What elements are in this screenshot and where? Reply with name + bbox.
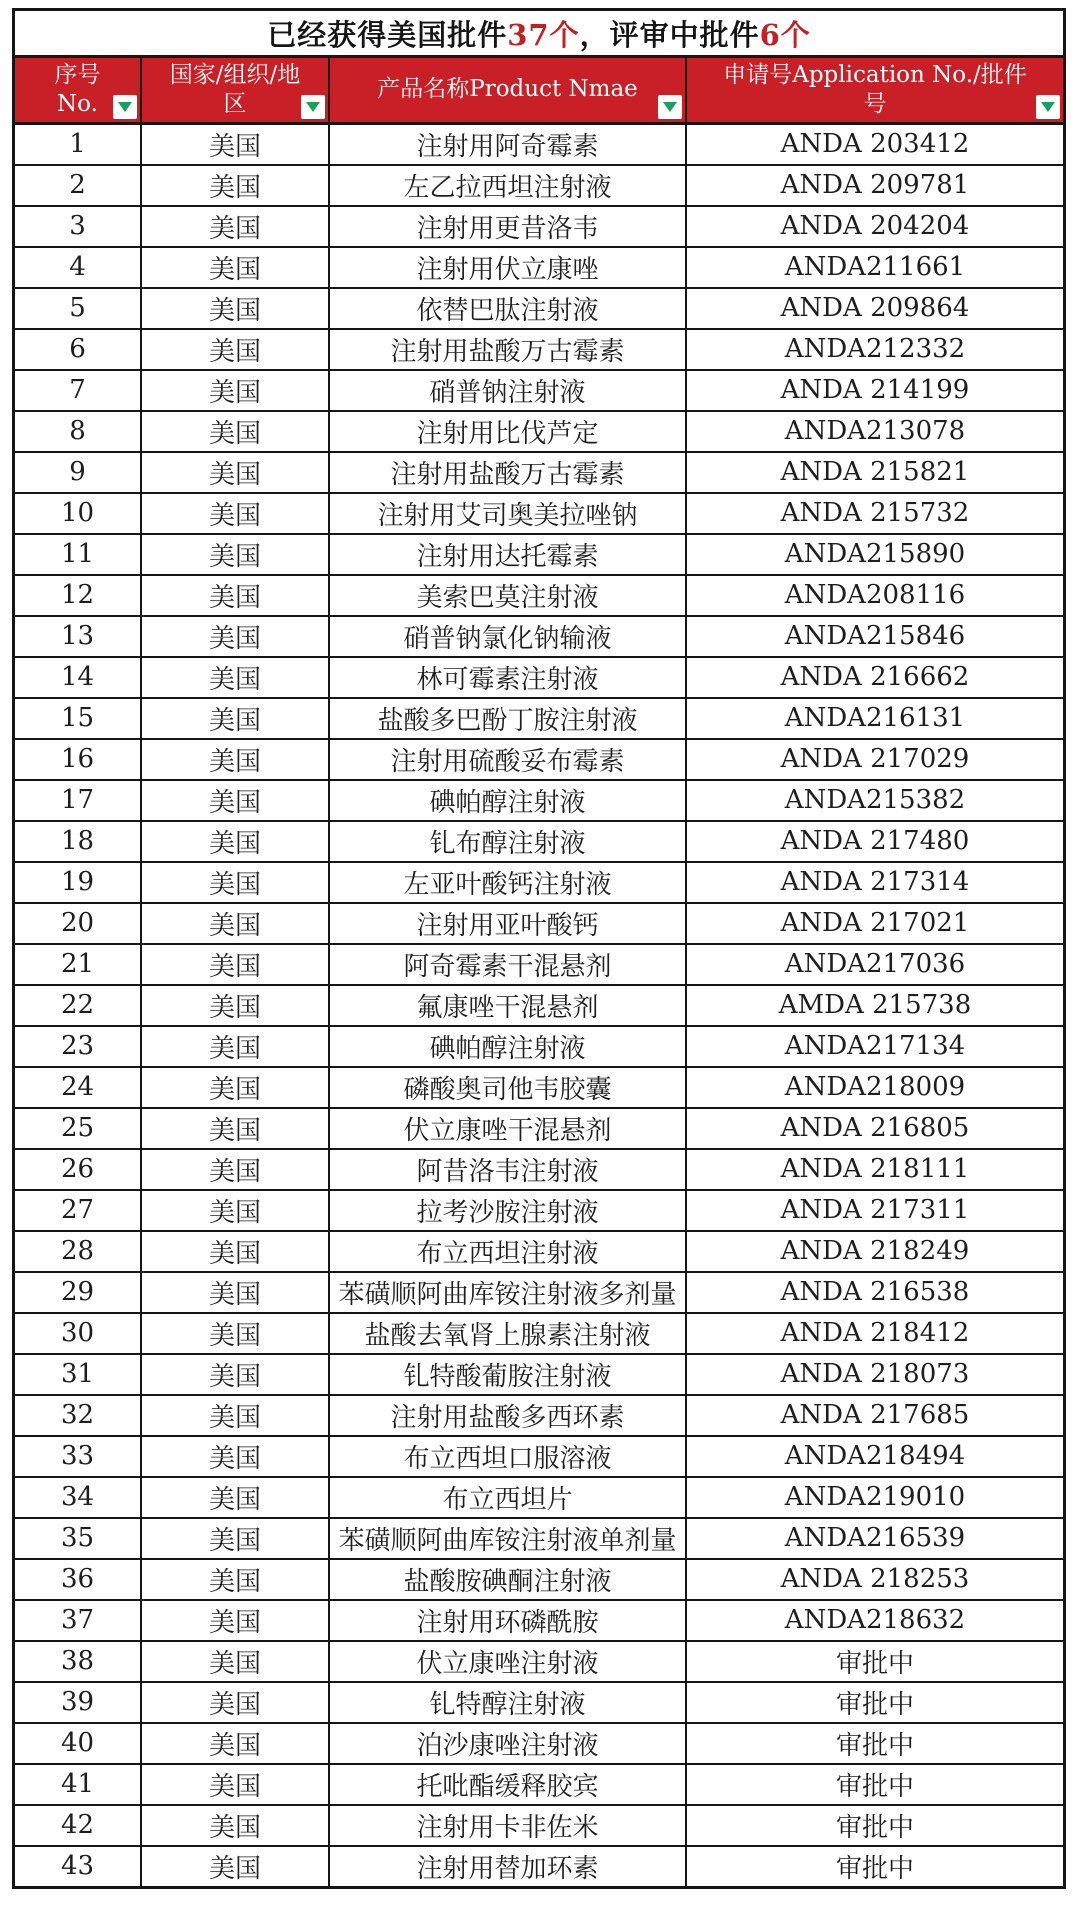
- table-row: [15, 1683, 1063, 1724]
- cell-no[interactable]: 19: [15, 863, 142, 902]
- cell-country[interactable]: 美国: [142, 453, 330, 492]
- cell-country[interactable]: 美国: [142, 1437, 330, 1476]
- cell-application[interactable]: ANDA 215732: [780, 498, 970, 528]
- cell-country[interactable]: 美国: [142, 1478, 330, 1517]
- cell-application[interactable]: ANDA 217480: [780, 826, 970, 856]
- cell-no[interactable]: 32: [15, 1396, 142, 1435]
- table-row: [15, 166, 1063, 207]
- cell-application[interactable]: AMDA 215738: [778, 990, 972, 1020]
- cell-country[interactable]: 美国: [142, 740, 330, 779]
- cell-product[interactable]: 托吡酯缓释胶宾: [330, 1765, 687, 1804]
- header-col-product: [330, 58, 687, 122]
- cell-application[interactable]: ANDA218494: [784, 1441, 966, 1471]
- cell-country[interactable]: 美国: [142, 658, 330, 697]
- cell-no[interactable]: 27: [15, 1191, 142, 1230]
- table-row: [15, 617, 1063, 658]
- table-row: [15, 1273, 1063, 1314]
- cell-product[interactable]: 注射用盐酸多西环素: [330, 1396, 687, 1435]
- filter-arrow-icon: [118, 102, 132, 112]
- table-row: [15, 863, 1063, 904]
- table-row: [15, 453, 1063, 494]
- table-row: [15, 330, 1063, 371]
- header-col-country: [142, 58, 330, 122]
- cell-country[interactable]: 美国: [142, 1314, 330, 1353]
- cell-country[interactable]: 美国: [142, 494, 330, 533]
- cell-product[interactable]: 左亚叶酸钙注射液: [330, 863, 687, 902]
- cell-country[interactable]: 美国: [142, 1150, 330, 1189]
- cell-no[interactable]: 38: [15, 1642, 142, 1681]
- table-row: [15, 1724, 1063, 1765]
- cell-country[interactable]: 美国: [142, 1355, 330, 1394]
- cell-application[interactable]: 审批中: [835, 1648, 914, 1679]
- cell-no[interactable]: 36: [15, 1560, 142, 1599]
- cell-product[interactable]: 阿昔洛韦注射液: [330, 1150, 687, 1189]
- cell-product[interactable]: 硝普钠注射液: [330, 371, 687, 410]
- cell-product[interactable]: 钆布醇注射液: [330, 822, 687, 861]
- cell-product[interactable]: 钆特酸葡胺注射液: [330, 1355, 687, 1394]
- cell-no[interactable]: 8: [15, 412, 142, 451]
- table-row: [15, 1806, 1063, 1847]
- cell-no[interactable]: 28: [15, 1232, 142, 1271]
- cell-no[interactable]: 7: [15, 371, 142, 410]
- table-row: [15, 207, 1063, 248]
- cell-no[interactable]: 14: [15, 658, 142, 697]
- table-row: [15, 1519, 1063, 1560]
- approval-table: [12, 8, 1066, 1889]
- table-row: [15, 1150, 1063, 1191]
- cell-country[interactable]: 美国: [142, 1642, 330, 1681]
- title-prefix: 已经获得美国批件: [267, 17, 508, 52]
- cell-application[interactable]: ANDA217134: [784, 1031, 966, 1061]
- cell-country[interactable]: 美国: [142, 986, 330, 1025]
- cell-country[interactable]: 美国: [142, 371, 330, 410]
- cell-no[interactable]: 1: [15, 125, 142, 164]
- table-row: [15, 125, 1063, 166]
- cell-product[interactable]: 注射用更昔洛韦: [330, 207, 687, 246]
- cell-product[interactable]: 注射用卡非佐米: [330, 1806, 687, 1845]
- cell-application[interactable]: ANDA212332: [784, 334, 966, 364]
- cell-application[interactable]: ANDA 217314: [780, 867, 970, 897]
- table-body: [15, 125, 1063, 1886]
- cell-product[interactable]: 注射用比伐芦定: [330, 412, 687, 451]
- cell-product[interactable]: 磷酸奥司他韦胶囊: [330, 1068, 687, 1107]
- cell-no[interactable]: 17: [15, 781, 142, 820]
- cell-country[interactable]: 美国: [142, 863, 330, 902]
- cell-application[interactable]: 审批中: [835, 1730, 914, 1761]
- cell-product[interactable]: 注射用盐酸万古霉素: [330, 453, 687, 492]
- table-row: [15, 1109, 1063, 1150]
- cell-application[interactable]: ANDA217036: [784, 949, 966, 979]
- cell-product[interactable]: 碘帕醇注射液: [330, 781, 687, 820]
- table-row: [15, 412, 1063, 453]
- cell-product[interactable]: 硝普钠氯化钠输液: [330, 617, 687, 656]
- cell-country[interactable]: 美国: [142, 1396, 330, 1435]
- cell-application[interactable]: ANDA 204204: [780, 211, 970, 241]
- cell-country[interactable]: 美国: [142, 1027, 330, 1066]
- cell-no[interactable]: 43: [15, 1847, 142, 1886]
- cell-no[interactable]: 13: [15, 617, 142, 656]
- cell-application[interactable]: 审批中: [835, 1853, 914, 1884]
- cell-application[interactable]: ANDA 216805: [780, 1113, 970, 1143]
- table-row: [15, 904, 1063, 945]
- header-col-country-line1: 国家/组织/地: [169, 62, 301, 88]
- cell-country[interactable]: 美国: [142, 617, 330, 656]
- cell-application[interactable]: ANDA218009: [784, 1072, 966, 1102]
- table-row: [15, 740, 1063, 781]
- cell-country[interactable]: 美国: [142, 1273, 330, 1312]
- cell-product[interactable]: 注射用达托霉素: [330, 535, 687, 574]
- header-col-application-line1: 申请号Application No./批件: [723, 62, 1027, 88]
- filter-dropdown-button-country[interactable]: [301, 95, 325, 119]
- cell-product[interactable]: 左乙拉西坦注射液: [330, 166, 687, 205]
- cell-application[interactable]: ANDA 214199: [780, 375, 970, 405]
- cell-application[interactable]: ANDA 217029: [780, 744, 970, 774]
- cell-application[interactable]: ANDA 218073: [780, 1359, 970, 1389]
- cell-no[interactable]: 40: [15, 1724, 142, 1763]
- cell-application[interactable]: ANDA 215821: [780, 457, 970, 487]
- cell-product[interactable]: 盐酸去氧肾上腺素注射液: [330, 1314, 687, 1353]
- cell-no[interactable]: 5: [15, 289, 142, 328]
- cell-product[interactable]: 伏立康唑干混悬剂: [330, 1109, 687, 1148]
- title-middle: 评审中批件: [609, 17, 760, 52]
- cell-application[interactable]: ANDA208116: [784, 580, 966, 610]
- cell-product[interactable]: 林可霉素注射液: [330, 658, 687, 697]
- cell-application[interactable]: ANDA 217311: [780, 1195, 970, 1225]
- cell-no[interactable]: 41: [15, 1765, 142, 1804]
- cell-product[interactable]: 注射用硫酸妥布霉素: [330, 740, 687, 779]
- cell-country[interactable]: 美国: [142, 1109, 330, 1148]
- cell-product[interactable]: 布立西坦片: [330, 1478, 687, 1517]
- filter-dropdown-button-application[interactable]: [1036, 95, 1060, 119]
- cell-country[interactable]: 美国: [142, 1232, 330, 1271]
- cell-no[interactable]: 11: [15, 535, 142, 574]
- cell-product[interactable]: 盐酸多巴酚丁胺注射液: [330, 699, 687, 738]
- cell-product[interactable]: 伏立康唑注射液: [330, 1642, 687, 1681]
- header-col-country-line2: 区: [223, 90, 247, 117]
- cell-application[interactable]: 审批中: [835, 1771, 914, 1802]
- cell-product[interactable]: 注射用亚叶酸钙: [330, 904, 687, 943]
- table-row: [15, 1765, 1063, 1806]
- table-row: [15, 1642, 1063, 1683]
- cell-country[interactable]: 美国: [142, 576, 330, 615]
- table-row: [15, 658, 1063, 699]
- header-col-no: [15, 58, 142, 122]
- cell-product[interactable]: 布立西坦注射液: [330, 1232, 687, 1271]
- cell-no[interactable]: 20: [15, 904, 142, 943]
- cell-application[interactable]: ANDA215890: [784, 539, 966, 569]
- cell-no[interactable]: 31: [15, 1355, 142, 1394]
- cell-no[interactable]: 15: [15, 699, 142, 738]
- cell-country[interactable]: 美国: [142, 166, 330, 205]
- table-row: [15, 1437, 1063, 1478]
- cell-country[interactable]: 美国: [142, 1601, 330, 1640]
- cell-no[interactable]: 10: [15, 494, 142, 533]
- cell-no[interactable]: 24: [15, 1068, 142, 1107]
- cell-country[interactable]: 美国: [142, 1847, 330, 1886]
- table-row: [15, 1027, 1063, 1068]
- table-row: [15, 576, 1063, 617]
- cell-country[interactable]: 美国: [142, 945, 330, 984]
- table-row: [15, 986, 1063, 1027]
- cell-product[interactable]: 苯磺顺阿曲库铵注射液单剂量: [330, 1519, 687, 1558]
- filter-arrow-icon: [663, 102, 677, 112]
- cell-application[interactable]: ANDA 209864: [780, 293, 970, 323]
- table-row: [15, 494, 1063, 535]
- header-col-no-line2: No.: [57, 90, 98, 117]
- cell-country[interactable]: 美国: [142, 1191, 330, 1230]
- filter-dropdown-button-no[interactable]: [113, 95, 137, 119]
- cell-application[interactable]: 审批中: [835, 1689, 914, 1720]
- table-row: [15, 289, 1063, 330]
- cell-application[interactable]: ANDA 216662: [780, 662, 970, 692]
- cell-product[interactable]: 注射用伏立康唑: [330, 248, 687, 287]
- cell-country[interactable]: 美国: [142, 1765, 330, 1804]
- cell-country[interactable]: 美国: [142, 781, 330, 820]
- cell-country[interactable]: 美国: [142, 699, 330, 738]
- cell-application[interactable]: ANDA 218249: [780, 1236, 970, 1266]
- cell-no[interactable]: 29: [15, 1273, 142, 1312]
- table-header-row: [15, 58, 1063, 125]
- cell-no[interactable]: 3: [15, 207, 142, 246]
- cell-no[interactable]: 42: [15, 1806, 142, 1845]
- cell-application[interactable]: ANDA215846: [784, 621, 966, 651]
- cell-no[interactable]: 39: [15, 1683, 142, 1722]
- cell-country[interactable]: 美国: [142, 535, 330, 574]
- cell-product[interactable]: 注射用阿奇霉素: [330, 125, 687, 164]
- cell-country[interactable]: 美国: [142, 1806, 330, 1845]
- cell-application[interactable]: ANDA 216538: [780, 1277, 970, 1307]
- cell-product[interactable]: 注射用替加环素: [330, 1847, 687, 1886]
- title-pending-count: 6个: [759, 17, 811, 52]
- table-row: [15, 1478, 1063, 1519]
- table-row: [15, 1355, 1063, 1396]
- cell-application[interactable]: ANDA 217685: [780, 1400, 970, 1430]
- filter-dropdown-button-product[interactable]: [658, 95, 682, 119]
- table-row: [15, 945, 1063, 986]
- cell-no[interactable]: 30: [15, 1314, 142, 1353]
- cell-product[interactable]: 阿奇霉素干混悬剂: [330, 945, 687, 984]
- cell-no[interactable]: 26: [15, 1150, 142, 1189]
- cell-country[interactable]: 美国: [142, 904, 330, 943]
- cell-no[interactable]: 22: [15, 986, 142, 1025]
- table-row: [15, 371, 1063, 412]
- table-row: [15, 535, 1063, 576]
- cell-application[interactable]: 审批中: [835, 1812, 914, 1843]
- cell-no[interactable]: 23: [15, 1027, 142, 1066]
- cell-country[interactable]: 美国: [142, 1560, 330, 1599]
- cell-no[interactable]: 37: [15, 1601, 142, 1640]
- title-separator: ，: [579, 17, 610, 52]
- cell-country[interactable]: 美国: [142, 125, 330, 164]
- table-row: [15, 1314, 1063, 1355]
- cell-country[interactable]: 美国: [142, 289, 330, 328]
- table-row: [15, 1232, 1063, 1273]
- cell-country[interactable]: 美国: [142, 1068, 330, 1107]
- cell-application[interactable]: ANDA219010: [784, 1482, 966, 1512]
- table-row: [15, 1191, 1063, 1232]
- cell-country[interactable]: 美国: [142, 1683, 330, 1722]
- table-row: [15, 699, 1063, 740]
- cell-country[interactable]: 美国: [142, 1724, 330, 1763]
- cell-application[interactable]: ANDA215382: [784, 785, 966, 815]
- table-row: [15, 1396, 1063, 1437]
- table-row: [15, 1068, 1063, 1109]
- cell-product[interactable]: 钆特醇注射液: [330, 1683, 687, 1722]
- cell-no[interactable]: 35: [15, 1519, 142, 1558]
- cell-no[interactable]: 21: [15, 945, 142, 984]
- cell-no[interactable]: 16: [15, 740, 142, 779]
- cell-no[interactable]: 25: [15, 1109, 142, 1148]
- table-title: [15, 11, 1063, 58]
- cell-product[interactable]: 拉考沙胺注射液: [330, 1191, 687, 1230]
- cell-country[interactable]: 美国: [142, 248, 330, 287]
- cell-product[interactable]: 注射用盐酸万古霉素: [330, 330, 687, 369]
- cell-product[interactable]: 依替巴肽注射液: [330, 289, 687, 328]
- cell-country[interactable]: 美国: [142, 1519, 330, 1558]
- cell-no[interactable]: 34: [15, 1478, 142, 1517]
- cell-application[interactable]: ANDA 203412: [780, 129, 970, 159]
- cell-country[interactable]: 美国: [142, 412, 330, 451]
- cell-no[interactable]: 18: [15, 822, 142, 861]
- cell-product[interactable]: 苯磺顺阿曲库铵注射液多剂量: [330, 1273, 687, 1312]
- table-row: [15, 822, 1063, 863]
- cell-product[interactable]: 泊沙康唑注射液: [330, 1724, 687, 1763]
- cell-application[interactable]: ANDA 218111: [780, 1154, 970, 1184]
- table-row: [15, 1560, 1063, 1601]
- cell-no[interactable]: 2: [15, 166, 142, 205]
- header-col-application: [687, 58, 1063, 122]
- cell-application[interactable]: ANDA 217021: [780, 908, 970, 938]
- cell-no[interactable]: 9: [15, 453, 142, 492]
- cell-application[interactable]: ANDA 209781: [780, 170, 970, 200]
- cell-application[interactable]: ANDA216539: [784, 1523, 966, 1553]
- cell-product[interactable]: 美索巴莫注射液: [330, 576, 687, 615]
- cell-product[interactable]: 盐酸胺碘酮注射液: [330, 1560, 687, 1599]
- table-row: [15, 248, 1063, 289]
- table-row: [15, 781, 1063, 822]
- cell-product[interactable]: 氟康唑干混悬剂: [330, 986, 687, 1025]
- cell-no[interactable]: 12: [15, 576, 142, 615]
- cell-application[interactable]: ANDA213078: [784, 416, 966, 446]
- cell-application[interactable]: ANDA 218412: [780, 1318, 970, 1348]
- cell-product[interactable]: 注射用艾司奥美拉唑钠: [330, 494, 687, 533]
- table-row: [15, 1847, 1063, 1886]
- cell-application[interactable]: ANDA211661: [784, 252, 966, 282]
- cell-country[interactable]: 美国: [142, 822, 330, 861]
- cell-no[interactable]: 33: [15, 1437, 142, 1476]
- cell-product[interactable]: 注射用环磷酰胺: [330, 1601, 687, 1640]
- header-col-product-line1: 产品名称Product Nmae: [377, 76, 638, 103]
- cell-product[interactable]: 碘帕醇注射液: [330, 1027, 687, 1066]
- cell-product[interactable]: 布立西坦口服溶液: [330, 1437, 687, 1476]
- header-col-no-line1: 序号: [54, 62, 101, 88]
- cell-country[interactable]: 美国: [142, 207, 330, 246]
- cell-no[interactable]: 6: [15, 330, 142, 369]
- filter-arrow-icon: [306, 102, 320, 112]
- header-col-application-line2: 号: [863, 90, 887, 117]
- cell-country[interactable]: 美国: [142, 330, 330, 369]
- cell-no[interactable]: 4: [15, 248, 142, 287]
- cell-application[interactable]: ANDA216131: [784, 703, 966, 733]
- title-approved-count: 37个: [507, 17, 580, 52]
- table-row: [15, 1601, 1063, 1642]
- filter-arrow-icon: [1041, 102, 1055, 112]
- cell-application[interactable]: ANDA218632: [784, 1605, 966, 1635]
- cell-application[interactable]: ANDA 218253: [780, 1564, 970, 1594]
